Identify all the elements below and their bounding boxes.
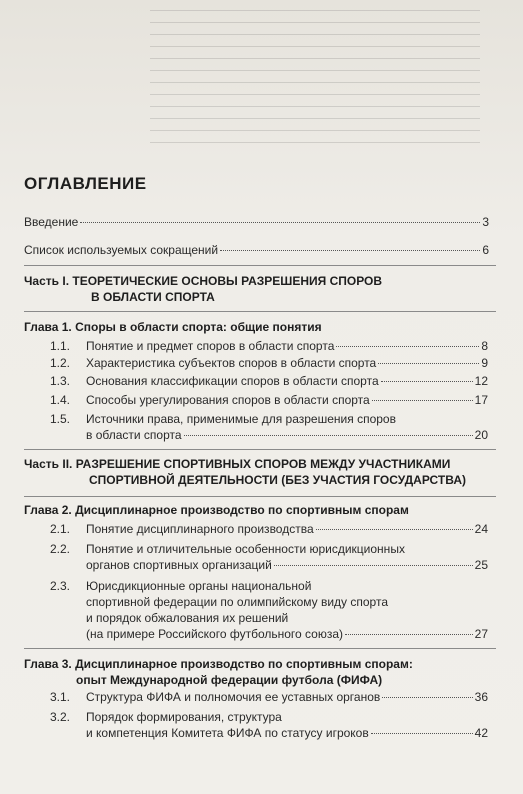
divider: [24, 311, 496, 312]
leader-dots: [274, 565, 473, 566]
toc-entry-2-2[interactable]: [50, 542, 488, 557]
section-number: 3.2.: [50, 710, 71, 724]
entry-label: (на примере Российского футбольного союза): [86, 627, 344, 641]
toc-entry-1-3[interactable]: [50, 374, 488, 389]
entry-label: Понятие и предмет споров в области спорта: [86, 339, 335, 353]
page-number: 6: [482, 243, 489, 257]
page-number: 12: [474, 374, 488, 388]
toc-entry-2-2-cont[interactable]: [86, 558, 488, 573]
section-number: 1.2.: [50, 356, 71, 370]
page-number: 42: [474, 726, 488, 740]
leader-dots: [372, 400, 473, 401]
section-number: 1.5.: [50, 412, 71, 426]
toc-entry-3-2[interactable]: [50, 710, 488, 725]
entry-label: Список используемых сокращений: [24, 243, 219, 257]
part-2-heading[interactable]: Часть II. РАЗРЕШЕНИЕ СПОРТИВНЫХ СПОРОВ МЕЖДУ УЧАСТНИКАМИ СПОРТИВНОЙ ДЕЯТЕЛЬНОСТИ (БЕЗ УЧАСТИЯ ГОСУДАРСТВА): [24, 457, 466, 487]
entry-label: Введение: [24, 215, 79, 229]
page-number: 3: [482, 215, 489, 229]
chapter-2-heading[interactable]: Глава 2. Дисциплинарное производство по спортивным спорам: [24, 503, 409, 517]
divider: [24, 449, 496, 450]
toc-entry-abbreviations[interactable]: [24, 243, 489, 258]
page-number: 9: [481, 356, 488, 370]
leader-dots: [336, 346, 479, 347]
section-number: 2.1.: [50, 522, 71, 536]
section-number: 2.2.: [50, 542, 71, 556]
section-number: 2.3.: [50, 579, 71, 593]
toc-entry-1-5[interactable]: [50, 412, 488, 427]
divider: [24, 265, 496, 266]
leader-dots: [371, 733, 473, 734]
entry-label: и компетенция Комитета ФИФА по статусу игроков: [86, 726, 369, 740]
entry-label: Способы урегулирования споров в области спорта: [86, 393, 370, 407]
section-number: 1.1.: [50, 339, 71, 353]
leader-dots: [378, 363, 479, 364]
page-number: 8: [481, 339, 488, 353]
entry-label: Структура ФИФА и полномочия ее уставных органов: [86, 690, 381, 704]
page-number: 27: [474, 627, 488, 641]
entry-label: Характеристика субъектов споров в области спорта: [86, 356, 377, 370]
toc-entry-2-3-last[interactable]: [86, 627, 488, 642]
toc-entry-3-1[interactable]: [50, 690, 488, 705]
leader-dots: [316, 529, 473, 530]
entry-label: в области спорта: [86, 428, 182, 442]
section-number: 1.3.: [50, 374, 71, 388]
section-number: 3.1.: [50, 690, 71, 704]
leader-dots: [80, 222, 480, 223]
entry-label: Источники права, применимые для разрешения споров: [86, 412, 396, 426]
bleed-through-text: [150, 10, 480, 160]
leader-dots: [382, 697, 472, 698]
page-number: 24: [474, 522, 488, 536]
part-1-heading[interactable]: Часть I. ТЕОРЕТИЧЕСКИЕ ОСНОВЫ РАЗРЕШЕНИЯ СПОРОВ В ОБЛАСТИ СПОРТА: [24, 274, 383, 304]
chapter-1-heading[interactable]: Глава 1. Споры в области спорта: общие понятия: [24, 320, 322, 334]
toc-entry-intro[interactable]: [24, 215, 489, 230]
entry-label: Основания классификации споров в области спорта: [86, 374, 379, 388]
page-number: 17: [474, 393, 488, 407]
entry-label: Порядок формирования, структура: [86, 710, 282, 724]
toc-entry-1-4[interactable]: [50, 393, 488, 408]
leader-dots: [220, 250, 480, 251]
page-number: 36: [474, 690, 488, 704]
toc-entry-1-1[interactable]: [50, 339, 488, 354]
leader-dots: [381, 381, 473, 382]
toc-entry-3-2-cont[interactable]: [86, 726, 488, 741]
page-number: 20: [474, 428, 488, 442]
toc-entry-2-3-cont: спортивной федерации по олимпийскому виду спорта и порядок обжалования их решений: [86, 595, 388, 625]
entry-label: Понятие дисциплинарного производства: [86, 522, 314, 536]
toc-entry-2-1[interactable]: [50, 522, 488, 537]
entry-label: органов спортивных организаций: [86, 558, 272, 572]
toc-entry-1-5-cont[interactable]: [86, 428, 488, 443]
divider: [24, 496, 496, 497]
toc-entry-2-3[interactable]: [50, 579, 488, 594]
leader-dots: [345, 634, 473, 635]
page-number: 25: [474, 558, 488, 572]
entry-label: Юрисдикционные органы национальной: [86, 579, 312, 593]
section-number: 1.4.: [50, 393, 71, 407]
toc-title: ОГЛАВЛЕНИЕ: [24, 174, 147, 193]
entry-label: Понятие и отличительные особенности юрисдикционных: [86, 542, 405, 556]
leader-dots: [184, 435, 473, 436]
toc-entry-1-2[interactable]: [50, 356, 488, 371]
divider: [24, 648, 496, 649]
chapter-3-heading[interactable]: Глава 3. Дисциплинарное производство по спортивным спорам: опыт Международной федерации футбола (ФИФА): [24, 657, 413, 687]
